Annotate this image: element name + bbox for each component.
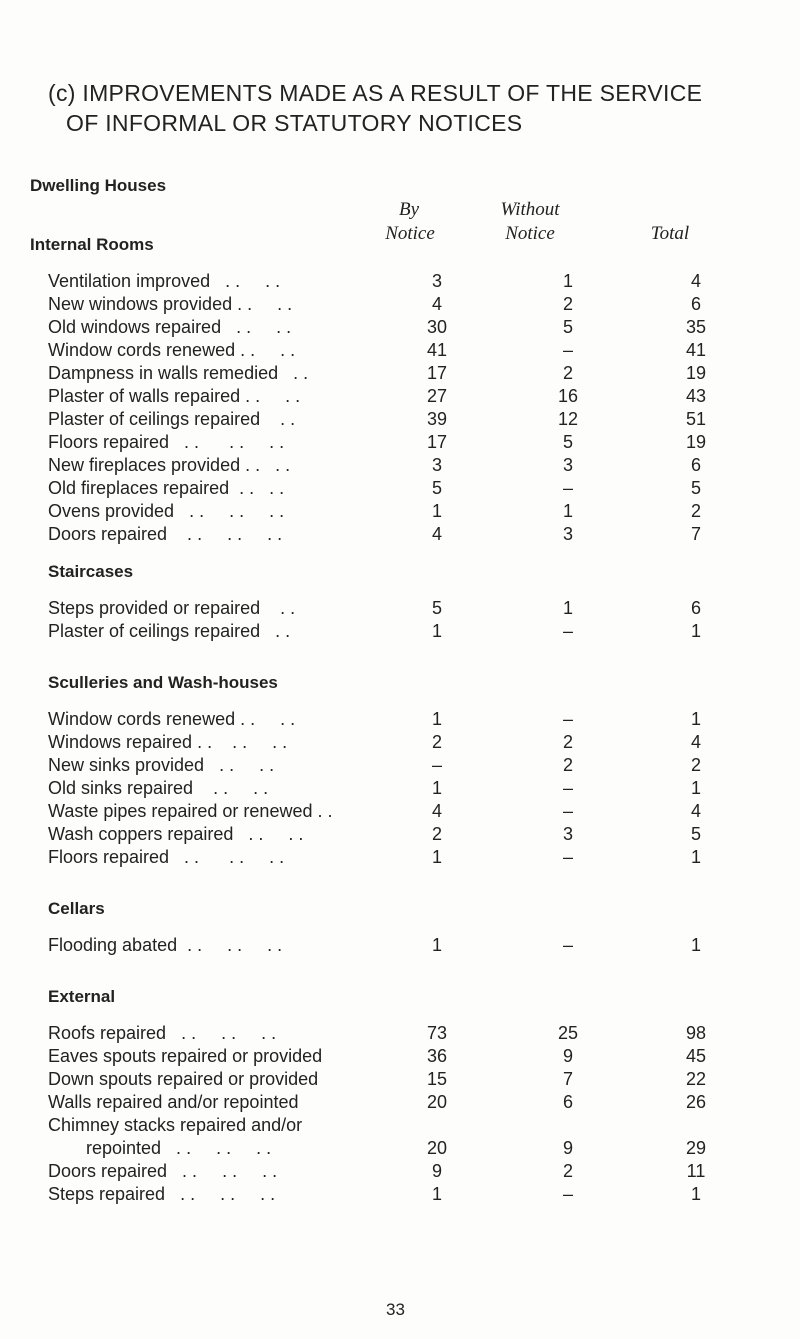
by-notice-value: 5 [431,598,442,618]
row-label: Doors repaired . . . . . . [48,524,283,544]
table-row [48,499,748,523]
by-notice-value: 17 [426,432,448,452]
total-value: 1 [690,778,701,798]
by-notice-value: 1 [431,621,442,641]
row-label: Waste pipes repaired or renewed . . [48,801,333,821]
row-label: Down spouts repaired or provided [48,1069,319,1089]
without-notice-value: 2 [562,732,573,752]
by-notice-value: 3 [431,271,442,291]
by-notice-value: 1 [431,847,442,867]
section-heading: Cellars [48,899,105,918]
total-value: 1 [690,709,701,729]
by-notice-value: 4 [431,294,442,314]
by-notice-value: 1 [431,709,442,729]
table-row [48,730,748,754]
without-notice-value: 2 [562,755,573,775]
page-title [48,78,778,138]
table-row [48,753,748,777]
without-notice-value: – [562,478,573,498]
col-without-top: Without [500,199,560,220]
by-notice-value: 1 [431,778,442,798]
row-label: Doors repaired . . . . . . [48,1161,278,1181]
without-notice-value: 25 [557,1023,579,1043]
total-value: 51 [685,409,707,429]
table-row [48,707,748,731]
without-notice-value: – [562,340,573,360]
by-notice-value: 4 [431,801,442,821]
row-label: Steps repaired . . . . . . [48,1184,276,1204]
table-row [48,1159,748,1183]
by-notice-value: 2 [431,824,442,844]
table-row [48,1044,748,1068]
by-notice-value: 9 [431,1161,442,1181]
without-notice-value: 1 [562,598,573,618]
total-value: 5 [690,824,701,844]
row-label: Dampness in walls remedied . . [48,363,309,383]
total-value: 1 [690,935,701,955]
total-value: 5 [690,478,701,498]
table-row [48,476,748,500]
total-value: 45 [685,1046,707,1066]
row-label: Windows repaired . . . . . . [48,732,288,752]
without-notice-value: – [562,847,573,867]
without-notice-value: – [562,801,573,821]
by-notice-value: 1 [431,501,442,521]
row-label: Plaster of ceilings repaired . . [48,621,291,641]
row-label: Floors repaired . . . . . . [48,432,285,452]
without-notice-value: – [562,935,573,955]
row-label: Old fireplaces repaired . . . . [48,478,285,498]
table-row [48,933,748,957]
section-internal-rooms: Internal Rooms [30,235,154,254]
by-notice-value: 20 [426,1092,448,1112]
table-row [48,822,748,846]
by-notice-value: 41 [426,340,448,360]
table-row [48,292,748,316]
section-heading: Staircases [48,562,134,581]
table-row [48,799,748,823]
by-notice-value: 73 [426,1023,448,1043]
by-notice-value: 27 [426,386,448,406]
without-notice-value: 6 [562,1092,573,1112]
row-label: Plaster of ceilings repaired . . [48,409,296,429]
without-notice-value: – [562,709,573,729]
total-value: 4 [690,732,701,752]
col-total: Total [650,223,690,244]
table-row [48,1136,748,1160]
total-value: 1 [690,621,701,641]
total-value: 29 [685,1138,707,1158]
table-row [48,269,748,293]
total-value: 6 [690,294,701,314]
without-notice-value: 2 [562,363,573,383]
by-notice-value: 1 [431,935,442,955]
row-label: Old windows repaired . . . . [48,317,292,337]
by-notice-value: 36 [426,1046,448,1066]
title-line-1: (c) IMPROVEMENTS MADE AS A RESULT OF THE SERVICE [48,80,703,106]
without-notice-value: 9 [562,1138,573,1158]
without-notice-value: 3 [562,524,573,544]
total-value: 1 [690,847,701,867]
row-label: New fireplaces provided . . . . [48,455,291,475]
without-notice-value: 12 [557,409,579,429]
by-notice-value: 3 [431,455,442,475]
without-notice-value: 5 [562,317,573,337]
total-value: 11 [686,1161,706,1181]
row-label: repointed . . . . . . [86,1138,272,1158]
row-label: Plaster of walls repaired . . . . [48,386,301,406]
table-row [48,453,748,477]
by-notice-value: 39 [426,409,448,429]
table-row [48,596,748,620]
total-value: 19 [685,432,707,452]
by-notice-value: 2 [431,732,442,752]
table-row [48,430,748,454]
without-notice-value: 3 [562,824,573,844]
row-label: Steps provided or repaired . . [48,598,296,618]
row-label: Roofs repaired . . . . . . [48,1023,277,1043]
row-label: Wash coppers repaired . . . . [48,824,304,844]
without-notice-value: – [562,1184,573,1204]
without-notice-value: 1 [562,501,573,521]
without-notice-value: – [562,621,573,641]
by-notice-value: 5 [431,478,442,498]
row-label: New windows provided . . . . [48,294,293,314]
by-notice-value: 1 [431,1184,442,1204]
without-notice-value: 2 [562,294,573,314]
total-value: 41 [685,340,707,360]
table-row [48,1067,748,1091]
row-label: Walls repaired and/or repointed [48,1092,299,1112]
table-row [48,315,748,339]
table-row [48,1021,748,1045]
row-label: Chimney stacks repaired and/or [48,1115,303,1135]
row-label: Window cords renewed . . . . [48,340,296,360]
total-value: 1 [690,1184,701,1204]
col-without-bottom: Notice [505,223,555,244]
by-notice-value: 20 [426,1138,448,1158]
total-value: 6 [690,598,701,618]
without-notice-value: 1 [562,271,573,291]
row-label: New sinks provided . . . . [48,755,275,775]
title-line-2: OF INFORMAL OR STATUTORY NOTICES [66,110,523,136]
row-label: Eaves spouts repaired or provided [48,1046,323,1066]
without-notice-value: – [562,778,573,798]
total-value: 19 [685,363,707,383]
row-label: Ventilation improved . . . . [48,271,281,291]
total-value: 98 [685,1023,707,1043]
row-label: Old sinks repaired . . . . [48,778,269,798]
without-notice-value: 2 [562,1161,573,1181]
table-row [48,1090,748,1114]
total-value: 4 [690,271,701,291]
by-notice-value: – [431,755,442,775]
total-value: 22 [685,1069,707,1089]
without-notice-value: 3 [562,455,573,475]
table-row [48,619,748,643]
without-notice-value: 9 [562,1046,573,1066]
total-value: 6 [690,455,701,475]
table-row [48,522,748,546]
row-label: Floors repaired . . . . . . [48,847,285,867]
by-notice-value: 30 [426,317,448,337]
by-notice-value: 17 [426,363,448,383]
row-label: Flooding abated . . . . . . [48,935,283,955]
total-value: 35 [685,317,707,337]
page-number: 33 [386,1300,405,1319]
total-value: 43 [685,386,707,406]
without-notice-value: 5 [562,432,573,452]
total-value: 7 [690,524,701,544]
total-value: 4 [690,801,701,821]
table-row [48,361,748,385]
col-by-top: By [398,199,420,220]
table-row [48,1113,748,1137]
total-value: 2 [690,755,701,775]
without-notice-value: 7 [562,1069,573,1089]
table-row [48,338,748,362]
by-notice-value: 15 [426,1069,448,1089]
dwelling-houses-heading: Dwelling Houses [30,176,167,195]
by-notice-value: 4 [431,524,442,544]
row-label: Window cords renewed . . . . [48,709,296,729]
total-value: 2 [690,501,701,521]
table-row [48,776,748,800]
table-row [48,407,748,431]
table-row [48,845,748,869]
section-heading: Sculleries and Wash-houses [48,673,278,692]
total-value: 26 [685,1092,707,1112]
row-label: Ovens provided . . . . . . [48,501,285,521]
section-heading: External [48,987,116,1006]
without-notice-value: 16 [557,386,579,406]
table-row [48,384,748,408]
table-row [48,1182,748,1206]
col-by-bottom: Notice [385,223,435,244]
